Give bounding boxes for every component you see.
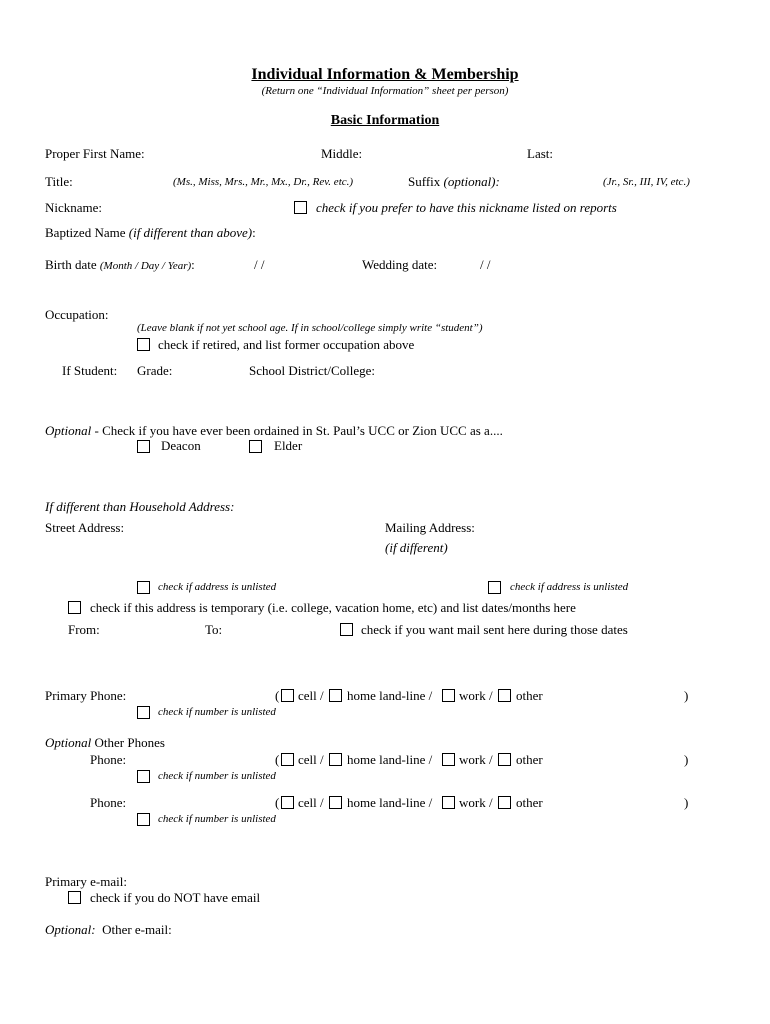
from-label: From:: [68, 622, 100, 637]
suffix-hint: (Jr., Sr., III, IV, etc.): [603, 176, 690, 188]
form-title: Individual Information & Membership: [251, 66, 519, 83]
street-address-label: Street Address:: [45, 520, 125, 535]
mailing-unlisted-label: check if address is unlisted: [510, 581, 629, 593]
title-label: Title:: [45, 174, 73, 189]
elder-checkbox[interactable]: [249, 440, 262, 453]
mail-here-label: check if you want mail sent here during those dates: [361, 622, 628, 637]
to-label: To:: [205, 622, 223, 637]
ordained-question: Optional - Check if you have ever been ordained in St. Paul’s UCC or Zion UCC as a....: [45, 423, 503, 438]
primary-cell-checkbox[interactable]: [281, 689, 294, 702]
retired-checkbox[interactable]: [137, 338, 150, 351]
occupation-label: Occupation:: [45, 307, 109, 322]
no-email-label: check if you do NOT have email: [90, 890, 261, 905]
primary-other-checkbox[interactable]: [498, 689, 511, 702]
phone-2-unlisted-label: check if number is unlisted: [158, 770, 276, 782]
other-label: other: [516, 795, 543, 810]
nickname-checkbox[interactable]: [294, 201, 307, 214]
phone-3-other-checkbox[interactable]: [498, 796, 511, 809]
other-email-label: Optional: Other e-mail:: [45, 922, 172, 937]
phone-2-work-checkbox[interactable]: [442, 753, 455, 766]
middle-name-label: Middle:: [321, 146, 363, 161]
baptized-name-label: Baptized Name (if different than above):: [45, 225, 256, 240]
phone-3-work-checkbox[interactable]: [442, 796, 455, 809]
nickname-label: Nickname:: [45, 200, 103, 215]
other-label: other: [516, 688, 543, 703]
if-student-label: If Student:: [62, 363, 118, 378]
other-label: other: [516, 752, 543, 767]
phone-3-cell-checkbox[interactable]: [281, 796, 294, 809]
form-subtitle: (Return one “Individual Information” sheet per person): [261, 85, 509, 97]
primary-work-checkbox[interactable]: [442, 689, 455, 702]
retired-check-label: check if retired, and list former occupation above: [158, 337, 415, 352]
birth-date-slashes: / /: [254, 257, 265, 272]
home-label: home land-line /: [347, 688, 433, 703]
phone-3-close-paren: ): [684, 795, 689, 810]
mailing-unlisted-checkbox[interactable]: [488, 581, 501, 594]
wedding-date-slashes: / /: [480, 257, 491, 272]
phone-3-unlisted-checkbox[interactable]: [137, 813, 150, 826]
other-phones-label: Optional Other Phones: [45, 735, 165, 750]
phone-2-close-paren: ): [684, 752, 689, 767]
address-if-different: If different than Household Address:: [45, 499, 235, 514]
phone-3-label: Phone:: [90, 795, 127, 810]
phone-2-label: Phone:: [90, 752, 127, 767]
grade-label: Grade:: [137, 363, 173, 378]
suffix-label: Suffix (optional):: [408, 174, 500, 189]
primary-home-checkbox[interactable]: [329, 689, 342, 702]
home-label: home land-line /: [347, 795, 433, 810]
street-unlisted-checkbox[interactable]: [137, 581, 150, 594]
phone-2-home-checkbox[interactable]: [329, 753, 342, 766]
wedding-date-label: Wedding date:: [362, 257, 438, 272]
phone-3-unlisted-label: check if number is unlisted: [158, 813, 276, 825]
phone-2-other-checkbox[interactable]: [498, 753, 511, 766]
phone-open-paren: (: [275, 688, 280, 703]
work-label: work /: [459, 795, 493, 810]
section-basic-information: Basic Information: [330, 113, 440, 128]
title-hint: (Ms., Miss, Mrs., Mr., Mx., Dr., Rev. etc.): [173, 176, 354, 188]
phone-2-open-paren: (: [275, 752, 280, 767]
occupation-hint: (Leave blank if not yet school age. If in school/college simply write “student”): [137, 322, 483, 334]
nickname-check-label: check if you prefer to have this nickname listed on reports: [316, 200, 617, 215]
first-name-label: Proper First Name:: [45, 146, 145, 161]
phone-2-cell-checkbox[interactable]: [281, 753, 294, 766]
street-unlisted-label: check if address is unlisted: [158, 581, 277, 593]
no-email-checkbox[interactable]: [68, 891, 81, 904]
home-label: home land-line /: [347, 752, 433, 767]
phone-2-unlisted-checkbox[interactable]: [137, 770, 150, 783]
phone-3-open-paren: (: [275, 795, 280, 810]
cell-label: cell /: [298, 795, 324, 810]
cell-label: cell /: [298, 752, 324, 767]
mail-here-checkbox[interactable]: [340, 623, 353, 636]
phone-3-home-checkbox[interactable]: [329, 796, 342, 809]
last-name-label: Last:: [527, 146, 553, 161]
work-label: work /: [459, 688, 493, 703]
primary-unlisted-checkbox[interactable]: [137, 706, 150, 719]
primary-unlisted-label: check if number is unlisted: [158, 706, 276, 718]
primary-email-label: Primary e-mail:: [45, 874, 127, 889]
mailing-address-label: Mailing Address:: [385, 520, 475, 535]
school-label: School District/College:: [249, 363, 376, 378]
phone-close-paren: ): [684, 688, 689, 703]
birth-date-label: Birth date (Month / Day / Year):: [45, 257, 195, 272]
primary-phone-label: Primary Phone:: [45, 688, 127, 703]
cell-label: cell /: [298, 688, 324, 703]
deacon-checkbox[interactable]: [137, 440, 150, 453]
mailing-address-hint: (if different): [385, 540, 448, 555]
temporary-address-label: check if this address is temporary (i.e. college, vacation home, etc) and list dates/months here: [90, 600, 576, 615]
deacon-label: Deacon: [161, 438, 201, 453]
work-label: work /: [459, 752, 493, 767]
elder-label: Elder: [274, 438, 303, 453]
temporary-address-checkbox[interactable]: [68, 601, 81, 614]
